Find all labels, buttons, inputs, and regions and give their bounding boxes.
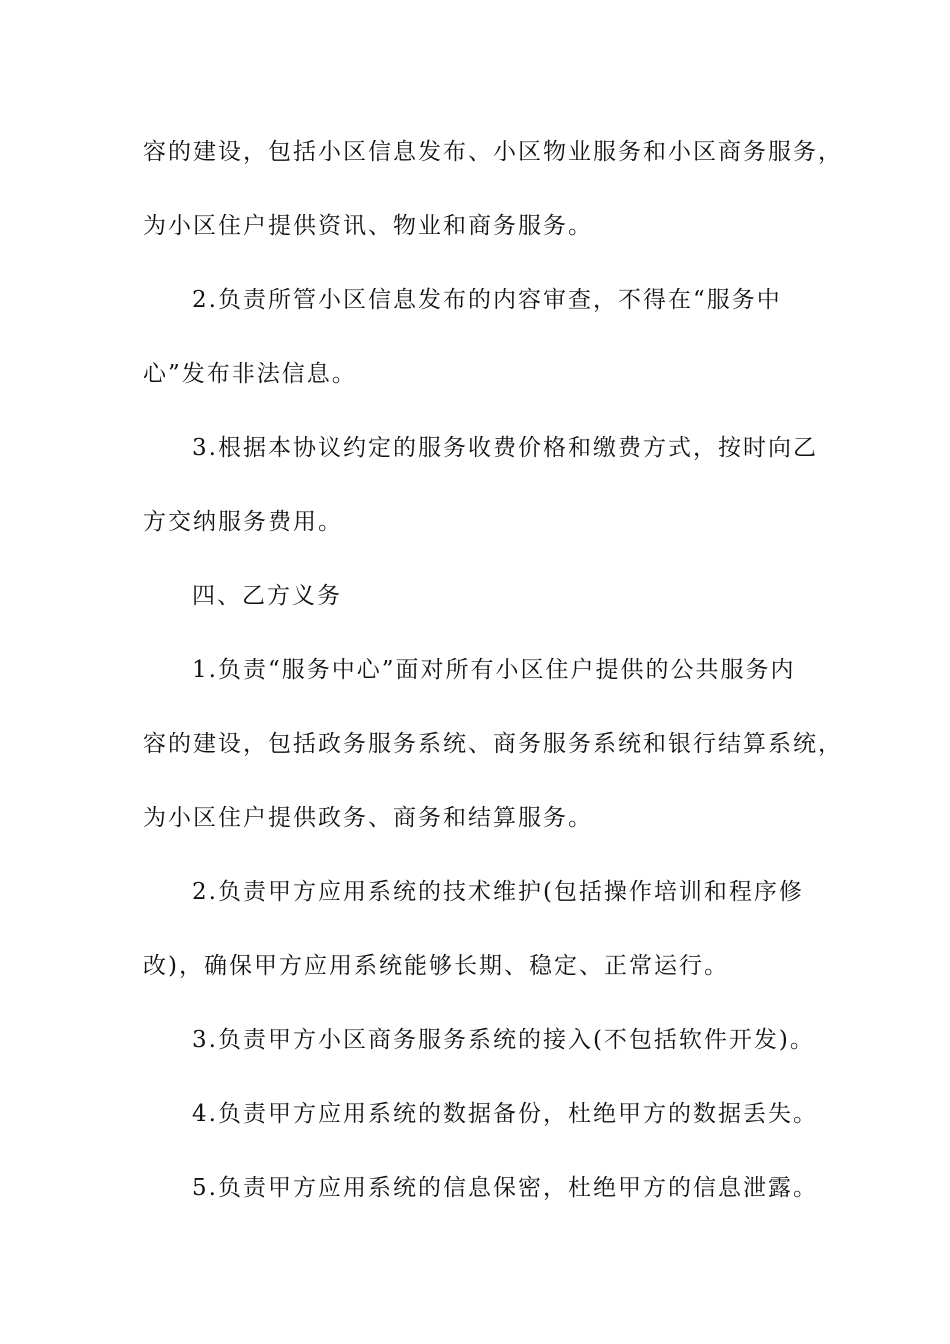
body-line-8: 1.负责“服务中心”面对所有小区住户提供的公共服务内	[192, 657, 796, 683]
body-line-13: 3.负责甲方小区商务服务系统的接入(不包括软件开发)。	[192, 1027, 815, 1053]
body-line-5: 3.根据本协议约定的服务收费价格和缴费方式，按时向乙	[192, 435, 818, 461]
body-line-1: 容的建设，包括小区信息发布、小区物业服务和小区商务服务，	[143, 139, 843, 165]
body-line-3: 2.负责所管小区信息发布的内容审查，不得在“服务中	[192, 287, 782, 313]
body-line-9: 容的建设，包括政务服务系统、商务服务系统和银行结算系统，	[143, 731, 843, 757]
body-line-15: 5.负责甲方应用系统的信息保密，杜绝甲方的信息泄露。	[192, 1175, 818, 1201]
body-line-12: 改)，确保甲方应用系统能够长期、稳定、正常运行。	[143, 953, 729, 979]
body-line-6: 方交纳服务费用。	[143, 509, 343, 535]
body-line-4: 心”发布非法信息。	[143, 361, 357, 387]
body-line-10: 为小区住户提供政务、商务和结算服务。	[143, 805, 593, 831]
section-heading: 四、乙方义务	[192, 583, 342, 609]
body-line-2: 为小区住户提供资讯、物业和商务服务。	[143, 213, 593, 239]
body-line-14: 4.负责甲方应用系统的数据备份，杜绝甲方的数据丢失。	[192, 1101, 818, 1127]
body-line-11: 2.负责甲方应用系统的技术维护(包括操作培训和程序修	[192, 879, 804, 905]
